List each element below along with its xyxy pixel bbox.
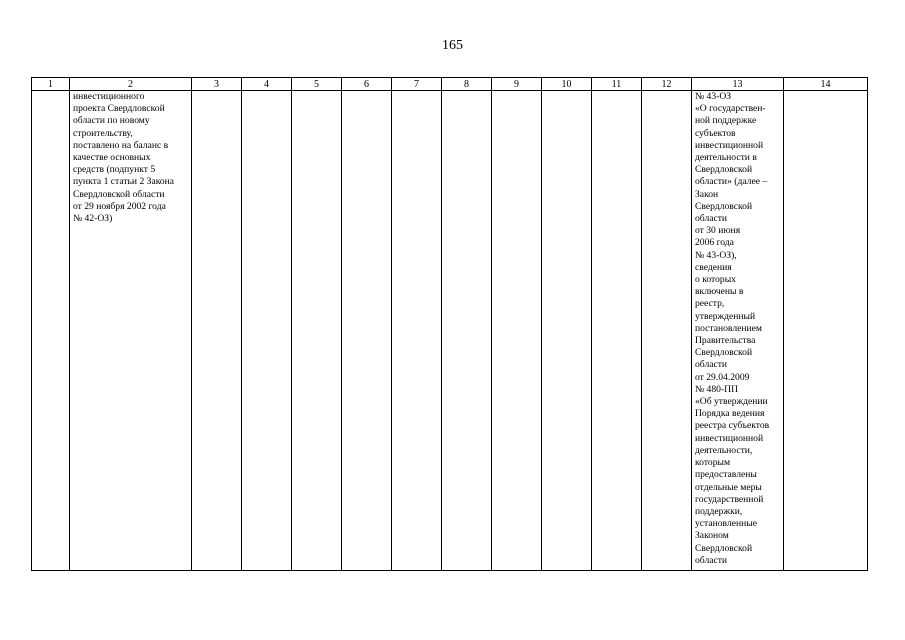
table-cell-col10 [542, 91, 592, 571]
table-header-row [32, 78, 868, 91]
data-table [31, 77, 868, 571]
table-cell-col5 [292, 91, 342, 571]
column-header-9: 9 [492, 78, 542, 91]
column-header-14: 14 [784, 78, 868, 91]
column-header-12: 12 [642, 78, 692, 91]
table-cell-col4 [242, 91, 292, 571]
table-cell-col1 [32, 91, 70, 571]
column-header-11: 11 [592, 78, 642, 91]
column-header-10: 10 [542, 78, 592, 91]
table-row [32, 91, 868, 571]
table-cell-col9 [492, 91, 542, 571]
column-header-5: 5 [292, 78, 342, 91]
cell-text-col2: инвестиционного проекта Свердловской области по новому строительству, поставлено на баланс в качестве основных средств (подпункт 5 пункта 1 статьи 2 Закона Свердловской области от 29 ноября 2002 года № 42-ОЗ) [73, 91, 175, 225]
column-header-13: 13 [692, 78, 784, 91]
column-header-3: 3 [192, 78, 242, 91]
table-cell-col2 [70, 91, 192, 571]
column-header-4: 4 [242, 78, 292, 91]
table-cell-col14 [784, 91, 868, 571]
column-header-8: 8 [442, 78, 492, 91]
column-header-1: 1 [32, 78, 70, 91]
column-header-6: 6 [342, 78, 392, 91]
table-cell-col13 [692, 91, 784, 571]
table-cell-col6 [342, 91, 392, 571]
column-header-7: 7 [392, 78, 442, 91]
table-cell-col11 [592, 91, 642, 571]
table-cell-col8 [442, 91, 492, 571]
table-cell-col12 [642, 91, 692, 571]
cell-text-col13: № 43-ОЗ «О государствен- ной поддержке субъектов инвестиционной деятельности в Свердловской области» (далее – Закон Свердловской области от 30 июня 2006 года № 43-ОЗ), сведения о которых включены в реестр, утвержденный постановлением Правительства Свердловской области от 29.04.2009 № 480-ПП «Об утверждении Порядка ведения реестра субъектов инвестиционной деятельности, которым предоставлены отдельные меры государственной поддержки, установленные Законом Свердловской области [695, 91, 770, 566]
column-header-2: 2 [70, 78, 192, 91]
page-number: 165 [442, 38, 463, 53]
table-cell-col7 [392, 91, 442, 571]
table-cell-col3 [192, 91, 242, 571]
